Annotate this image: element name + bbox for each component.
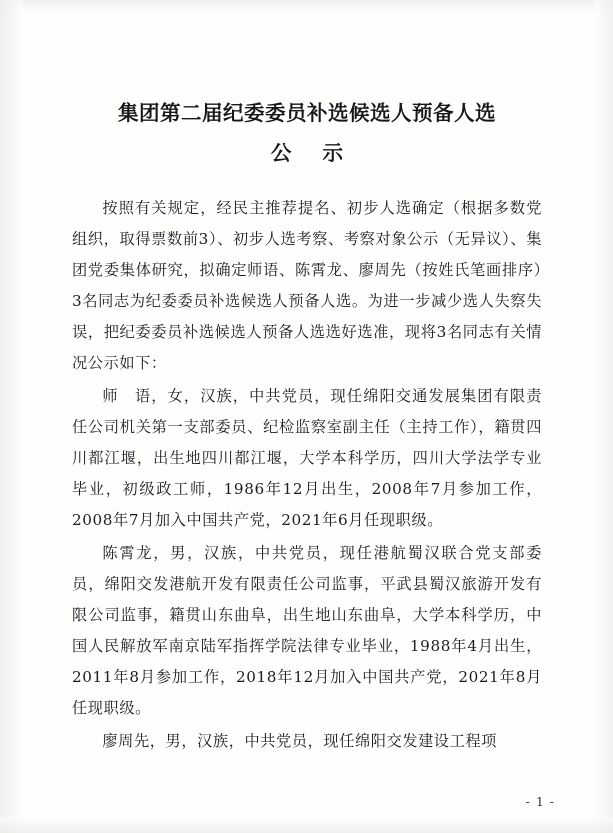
paragraph-intro: 按照有关规定，经民主推荐提名、初步人选确定（根据多数党组织，取得票数前3）、初步人选考察、考察对象公示（无异议）、集团党委集体研究，拟确定师语、陈霄龙、廖周先（按姓氏笔画排序）3名同志为纪委委员补选候选人预备人选。为进一步减少选人失察失误，把纪委委员补选候选人预备人选选好选准，现将3名同志有关情况公示如下： xyxy=(72,199,542,373)
document-title-line-2: 公 示 xyxy=(270,140,356,165)
page-number: - 1 - xyxy=(525,794,555,809)
page-edge-shade-left xyxy=(0,0,22,833)
paragraph-candidate-2: 陈霄龙，男，汉族，中共党员，现任港航蜀汉联合党支部委员，绵阳交发港航开发有限责任公司监事，平武县蜀汉旅游开发有限公司监事，籍贯山东曲阜，出生地山东曲阜，大学本科学历，中国人民解放军南京陆军指挥学院法律专业毕业，1988年4月出生，2011年8月参加工作，2018年12月加入中国共产党，2021年8月任现职级。 xyxy=(72,544,542,718)
paragraph-candidate-3: 廖周先，男，汉族，中共党员，现任绵阳交发建设工程项 xyxy=(102,732,498,751)
paragraph-candidate-1: 师 语，女，汉族，中共党员，现任绵阳交通发展集团有限责任公司机关第一支部委员、纪检监察室副主任（主持工作），籍贯四川都江堰，出生地四川都江堰，大学本科学历，四川大学法学专业毕业，初级政工师，1986年12月出生，2008年7月参加工作，2008年7月加入中国共产党，2021年6月任现职级。 xyxy=(72,387,542,530)
document-title-line-1: 集团第二届纪委委员补选候选人预备人选 xyxy=(118,101,496,125)
document-content-area xyxy=(72,0,542,833)
page-edge-shade-right xyxy=(595,0,613,833)
document-body xyxy=(72,167,542,757)
